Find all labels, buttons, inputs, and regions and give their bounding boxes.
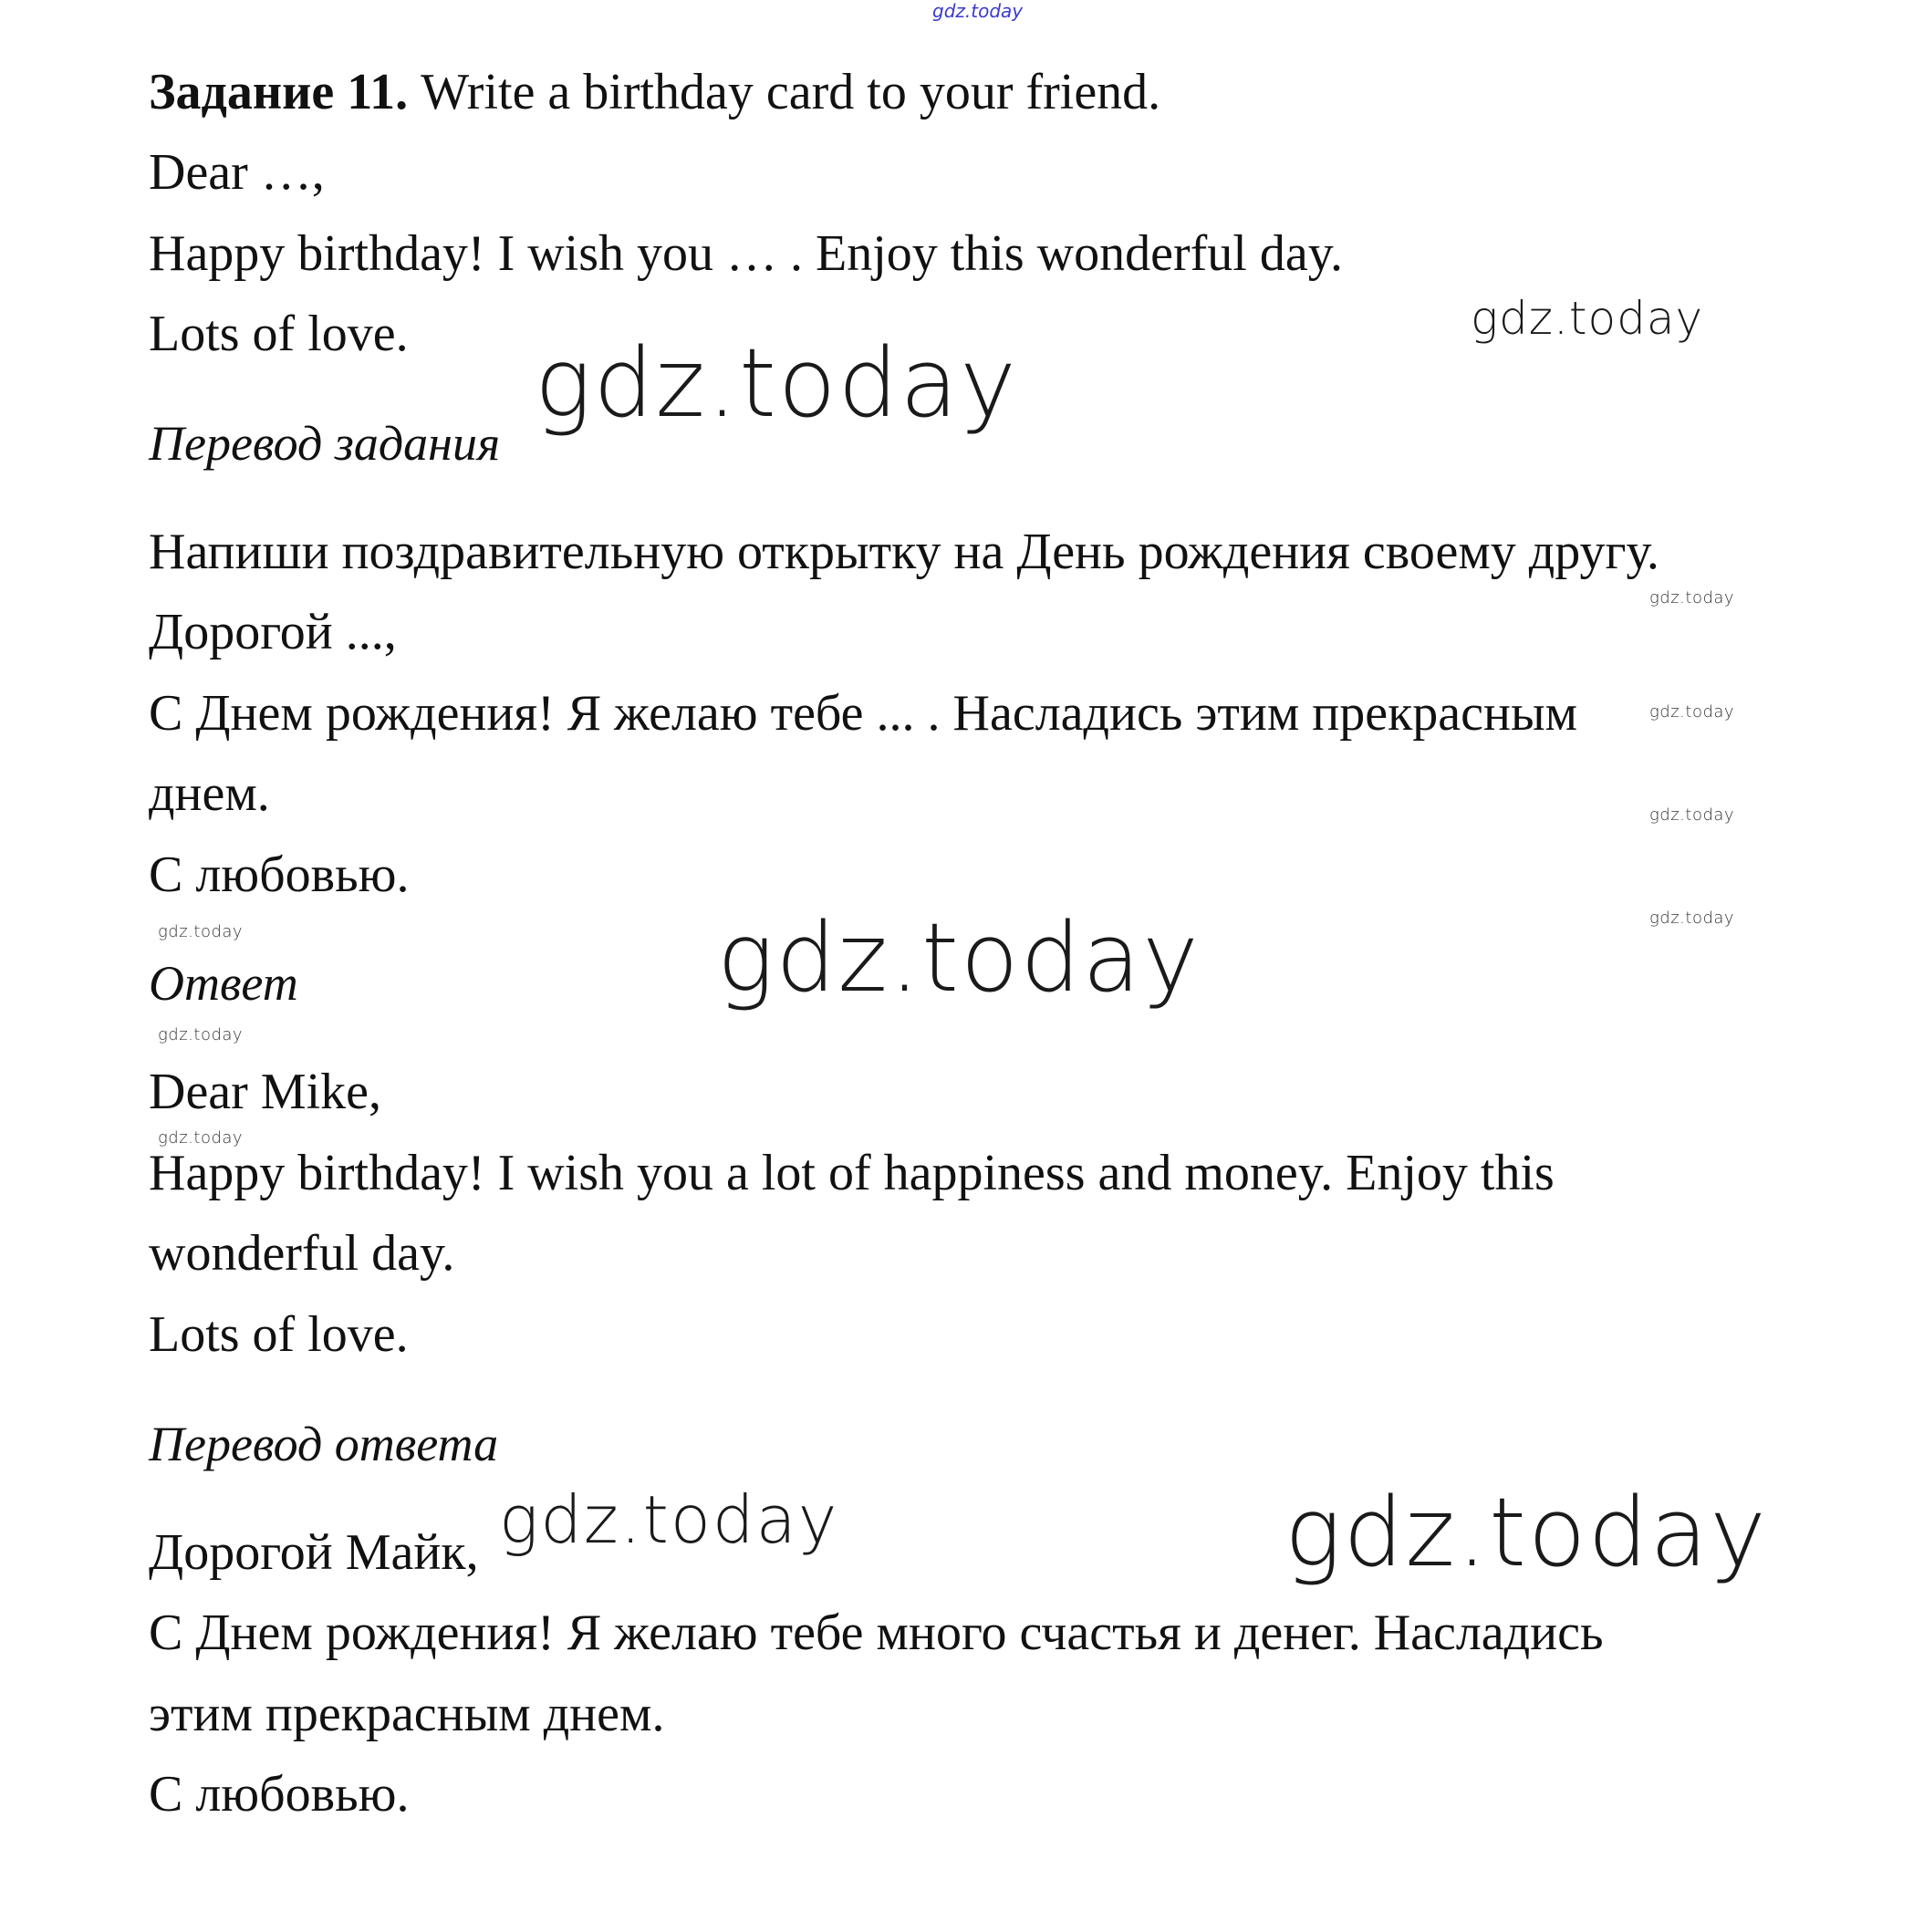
watermark-small: gdz.today	[158, 922, 244, 941]
answer-heading: Ответ	[149, 956, 298, 1011]
answer-translation-heading: Перевод ответа	[149, 1417, 499, 1471]
watermark-small: gdz.today	[1649, 909, 1735, 928]
task-translation-heading: Перевод задания	[149, 416, 501, 471]
task-translation-line: С любовью.	[149, 847, 410, 903]
watermark-huge: gdz.today	[717, 902, 1201, 1013]
task-line: Happy birthday! I wish you … . Enjoy this wonderful day.	[149, 225, 1344, 282]
task-instruction: Write a birthday card to your friend.	[421, 64, 1161, 120]
task-translation-line: С Днем рождения! Я желаю тебе ... . Насладись этим прекрасным	[149, 685, 1578, 742]
answer-translation-line: С любовью.	[149, 1766, 410, 1823]
watermark-top: gdz.today	[932, 0, 1024, 22]
watermark-small: gdz.today	[158, 1128, 244, 1148]
answer-line: Happy birthday! I wish you a lot of happiness and money. Enjoy this	[149, 1145, 1555, 1201]
task-line: Dear …,	[149, 144, 325, 201]
task-title	[149, 63, 1160, 121]
watermark-small: gdz.today	[1649, 702, 1735, 722]
watermark-huge: gdz.today	[535, 327, 1018, 439]
watermark-mid: gdz.today	[1471, 292, 1704, 345]
answer-translation-line: Дорогой Майк,	[149, 1524, 479, 1581]
answer-translation-line: С Днем рождения! Я желаю тебе много счастья и денег. Насладись	[149, 1605, 1604, 1661]
watermark-large: gdz.today	[499, 1481, 839, 1558]
task-number: Задание 11.	[149, 64, 409, 120]
answer-line: Lots of love.	[149, 1306, 409, 1363]
task-translation-line: днем.	[149, 765, 270, 822]
answer-translation-line: этим прекрасным днем.	[149, 1686, 665, 1742]
answer-line: Dear Mike,	[149, 1064, 382, 1120]
watermark-huge: gdz.today	[1284, 1477, 1768, 1588]
task-translation-line: Дорогой ...,	[149, 604, 397, 660]
task-line: Lots of love.	[149, 306, 409, 362]
watermark-small: gdz.today	[1649, 588, 1735, 608]
watermark-small: gdz.today	[1649, 805, 1735, 825]
watermark-small: gdz.today	[158, 1025, 244, 1044]
answer-line: wonderful day.	[149, 1225, 455, 1282]
task-translation-line: Напиши поздравительную открытку на День рождения своему другу.	[149, 524, 1659, 580]
